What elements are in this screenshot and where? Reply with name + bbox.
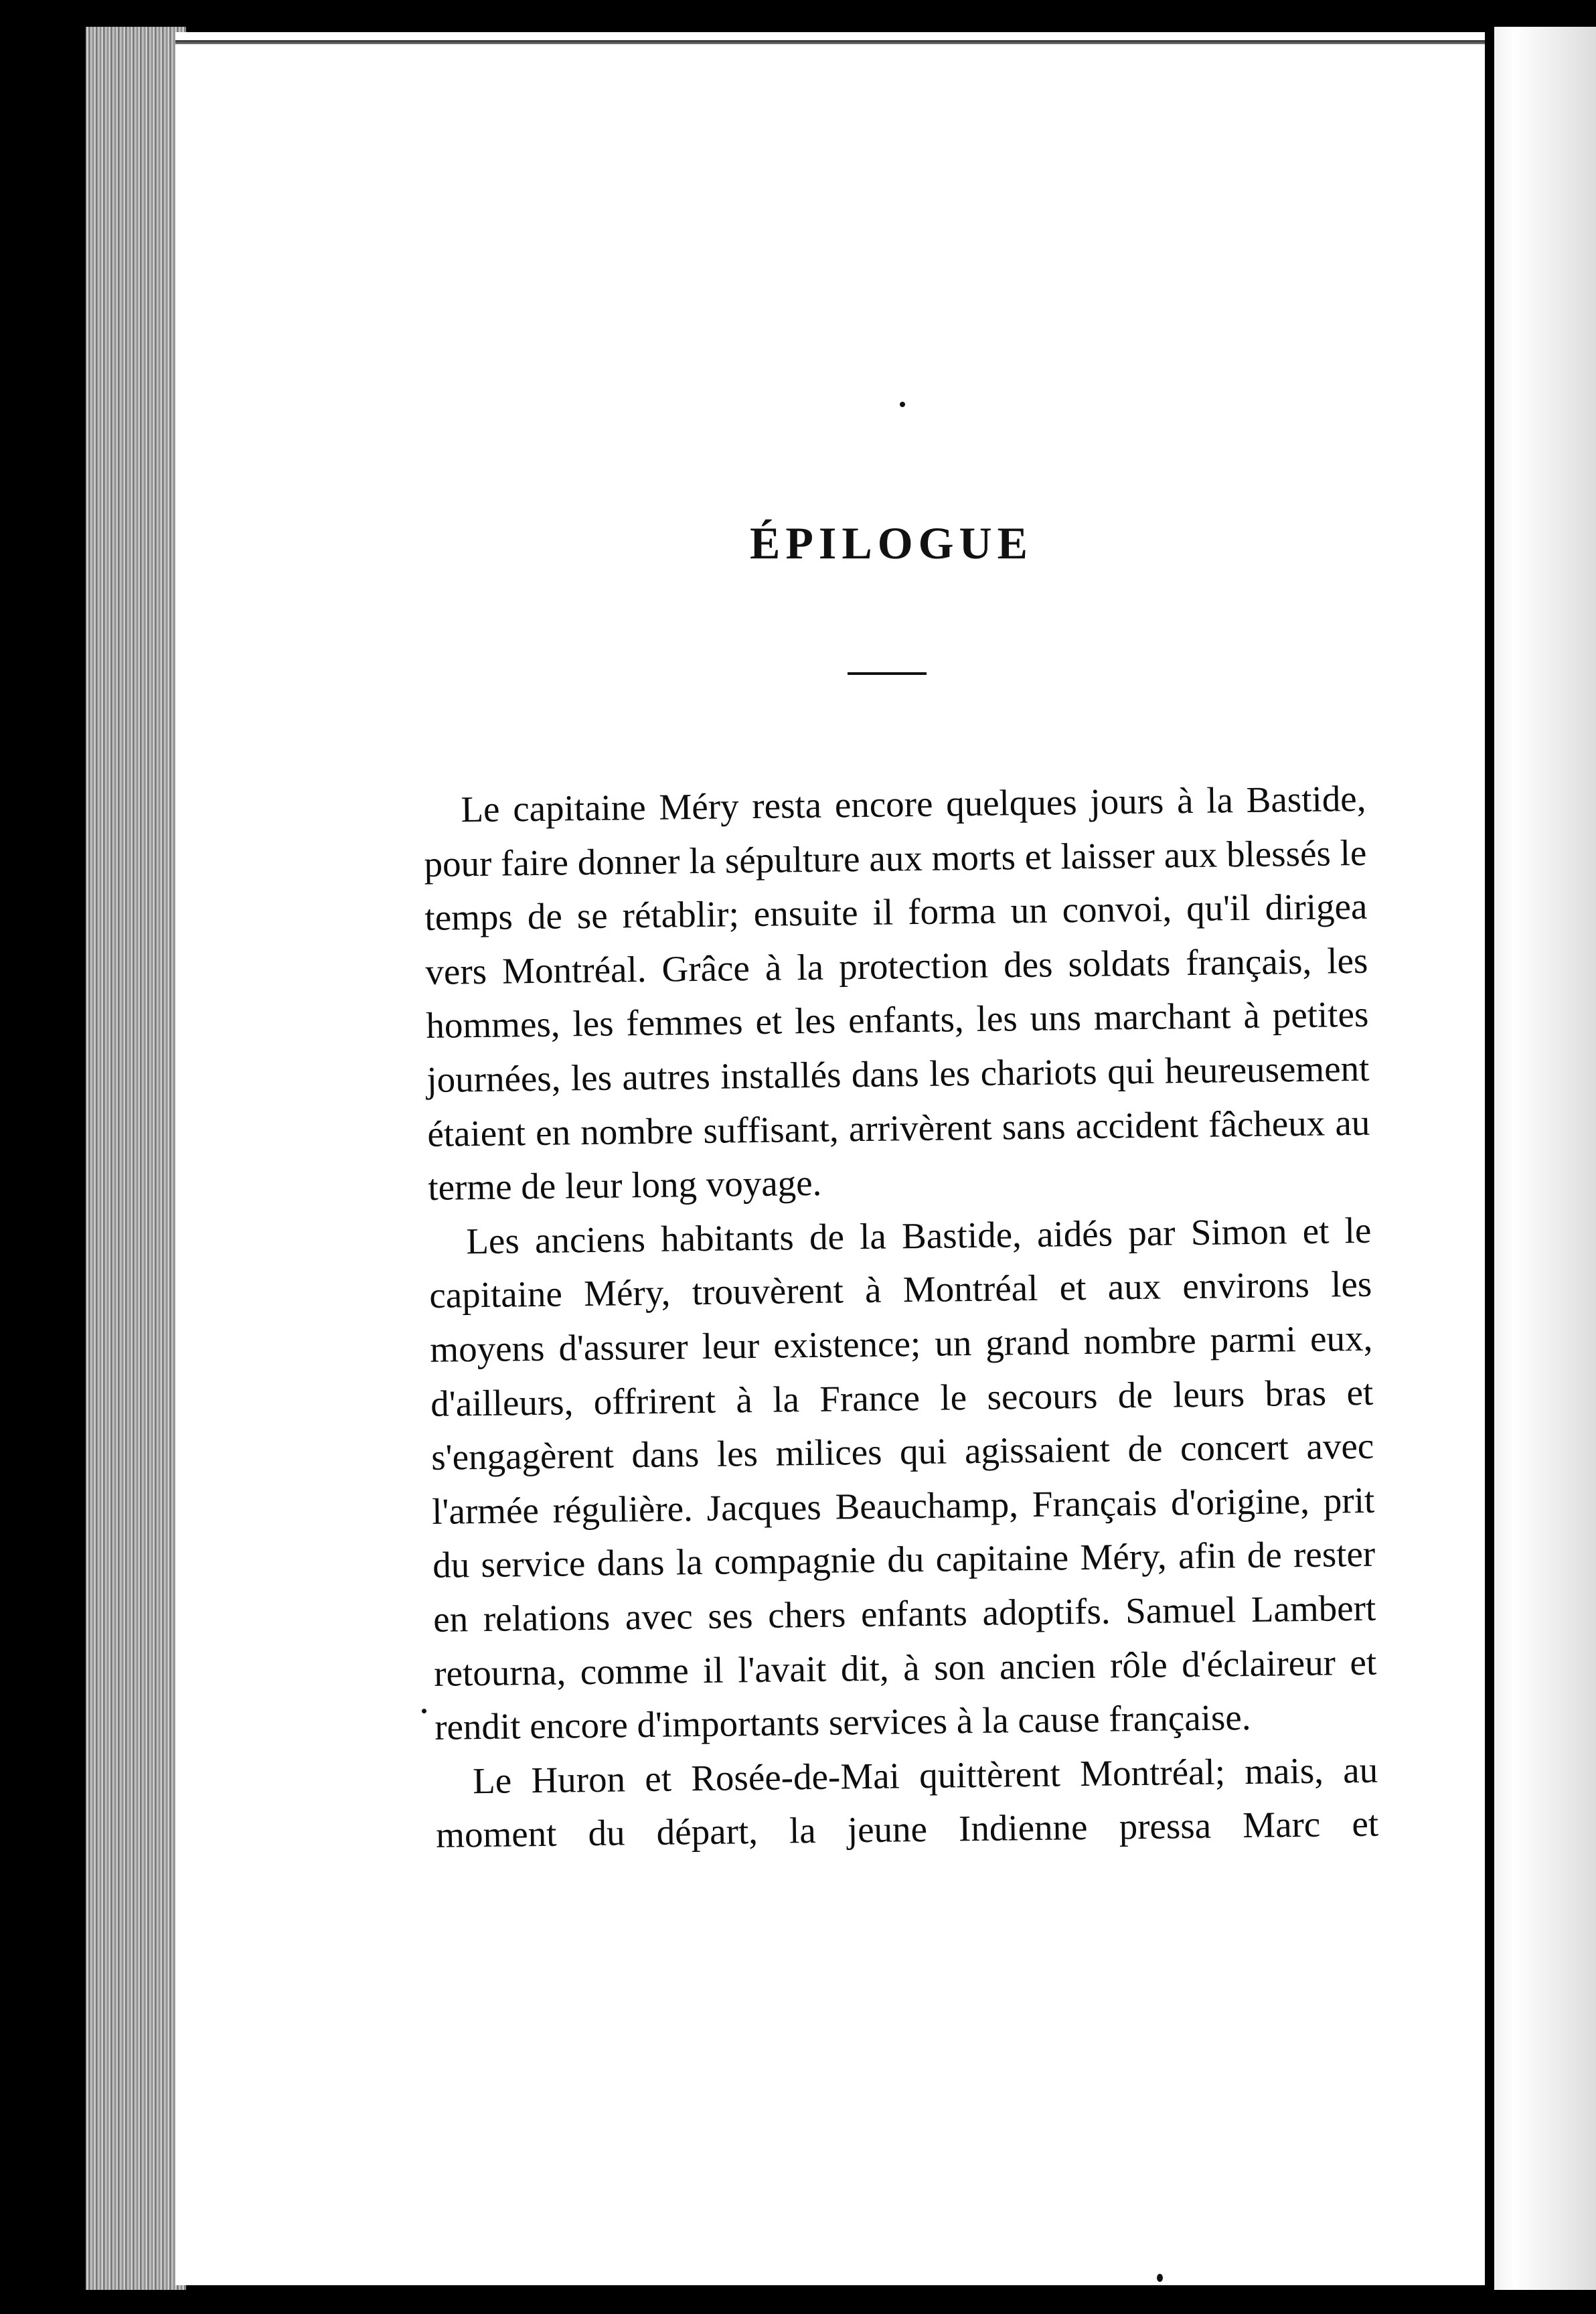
ink-speck bbox=[1157, 2274, 1163, 2282]
page-top-edge bbox=[175, 40, 1485, 44]
book-gutter bbox=[1485, 27, 1494, 2290]
page-block-edges bbox=[86, 27, 186, 2290]
body-text bbox=[423, 772, 1379, 1863]
facing-page-edge bbox=[1494, 27, 1596, 2290]
title-rule bbox=[848, 672, 927, 675]
paragraph: Le capitaine Méry resta encore quelques jours à la Bastide, pour faire donner la sépulture aux morts et laisser aux blessés le temps de se rétablir; ensuite il forma un convoi, qu'il dirigea vers Montréal. Grâce à la protection des soldats français, les hommes, les femmes et les enfants, les uns marchant à petites journées, les autres installés dans les chariots qui heureusement étaient en nombre suffisant, arrivèrent sans accident fâcheux au terme de leur long voyage. bbox=[424, 777, 1370, 1209]
ink-speck bbox=[900, 402, 905, 407]
chapter-title: ÉPILOGUE bbox=[750, 518, 1033, 568]
paragraph: Les anciens habitants de la Bastide, aidés par Simon et le capitaine Méry, trouvèrent à Montréal et aux environs les moyens d'assurer leur existence; un grand nombre parmi eux, d'ailleurs, offrirent à la France le secours de leurs bras et s'engagèrent dans les milices qui agissaient de concert avec l'armée régulière. Jacques Beauchamp, Français d'origine, prit du service dans la compagnie du capitaine Méry, afin de rester en relations avec ses chers enfants adoptifs. Samuel Lambert retourna, comme il l'avait dit, à son ancien rôle d'éclaireur et rendit encore d'importants services à la cause française. bbox=[428, 1209, 1377, 1748]
paragraph: Le Huron et Rosée-de-Mai quittèrent Montréal; mais, au moment du départ, la jeune Indienne pressa Marc et bbox=[435, 1749, 1379, 1856]
ink-speck bbox=[422, 1709, 426, 1713]
